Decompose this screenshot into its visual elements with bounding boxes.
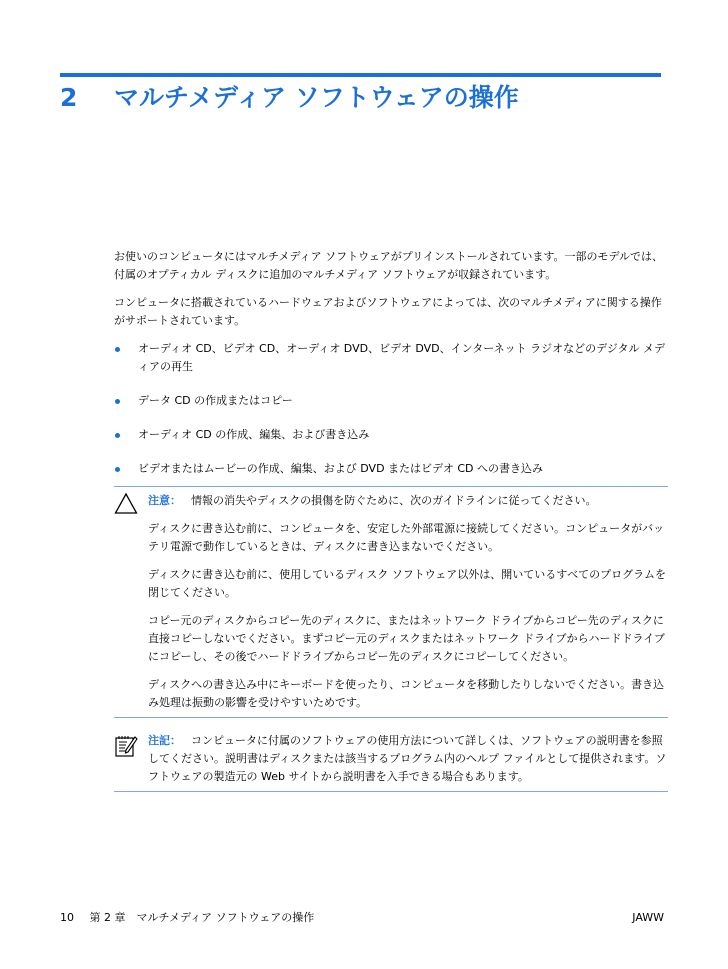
list-item — [114, 392, 668, 410]
caution-intro — [148, 492, 668, 510]
caution-paragraph: ディスクに書き込む前に、コンピュータを、安定した外部電源に接続してください。コンピュータがバッテリ電源で動作しているときは、ディスクに書き込まないでください。 — [148, 522, 665, 553]
bullet-icon — [115, 467, 120, 472]
list-item-text: データ CD の作成またはコピー — [138, 394, 293, 407]
chapter-title: マルチメディア ソフトウェアの操作 — [114, 83, 519, 112]
caution-paragraph: ディスクに書き込む前に、使用しているディスク ソフトウェア以外は、開いているすべてのプログラムを閉じてください。 — [148, 568, 666, 599]
bullet-icon — [115, 433, 120, 438]
bullet-icon — [115, 347, 120, 352]
page-number: 10 — [60, 911, 74, 924]
intro-paragraph-1: お使いのコンピュータにはマルチメディア ソフトウェアがプリインストールされています。一部のモデルでは、付属のオプティカル ディスクに追加のマルチメディア ソフトウェアが収録されています。 — [114, 250, 663, 281]
chapter-top-rule — [60, 73, 661, 77]
note-label: 注記： — [148, 734, 181, 747]
intro-paragraph-2: コンピュータに搭載されているハードウェアおよびソフトウェアによっては、次のマルチメディアに関する操作がサポートされています。 — [114, 296, 662, 327]
note-text: コンピュータに付属のソフトウェアの使用方法について詳しくは、ソフトウェアの説明書を参照してください。説明書はディスクまたは該当するプログラム内のヘルプ ファイルとして提供されます。ソフトウェアの製造元の Web サイトから説明書を入手できる場合もあります。 — [148, 734, 667, 783]
note-paragraph — [148, 732, 668, 786]
feature-list — [114, 340, 668, 478]
footer-chapter-ref: 第 2 章 マルチメディア ソフトウェアの操作 — [89, 911, 315, 924]
caution-box — [114, 486, 668, 718]
caution-paragraph: ディスクへの書き込み中にキーボードを使ったり、コンピュータを移動したりしないでください。書き込み処理は振動の影響を受けやすいためです。 — [148, 678, 665, 709]
list-item-text: オーディオ CD、ビデオ CD、オーディオ DVD、ビデオ DVD、インターネット ラジオなどのデジタル メディアの再生 — [138, 342, 665, 373]
warning-triangle-icon — [114, 492, 138, 516]
caution-paragraph: コピー元のディスクからコピー先のディスクに、またはネットワーク ドライブからコピー先のディスクに直接コピーしないでください。まずコピー元のディスクまたはネットワーク ドライブからハードドライブにコピーし、その後でハードドライブからコピー先のディスクにコピーしてください。 — [148, 614, 665, 663]
bullet-icon — [115, 399, 120, 404]
page-footer — [60, 910, 664, 926]
caution-text: 情報の消失やディスクの損傷を防ぐために、次のガイドラインに従ってください。 — [191, 494, 597, 507]
chapter-number: 2 — [60, 83, 78, 112]
footer-doc-code: JAWW — [632, 911, 664, 924]
caution-label: 注意： — [148, 494, 181, 507]
note-box — [114, 724, 668, 792]
note-pad-icon — [114, 734, 138, 758]
list-item — [114, 460, 668, 478]
list-item — [114, 426, 668, 444]
list-item-text: ビデオまたはムービーの作成、編集、および DVD またはビデオ CD への書き込み — [138, 462, 543, 475]
list-item-text: オーディオ CD の作成、編集、および書き込み — [138, 428, 370, 441]
chapter-body — [114, 248, 668, 792]
list-item — [114, 340, 668, 376]
